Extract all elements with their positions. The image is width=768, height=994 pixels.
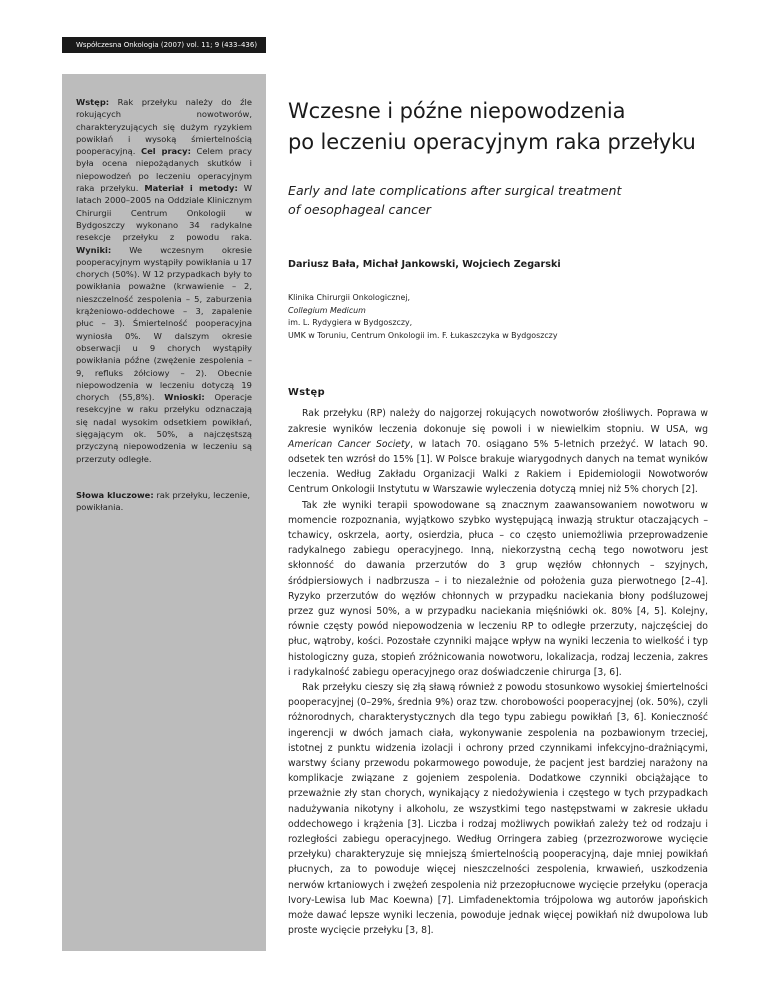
affiliation (288, 292, 708, 342)
affiliation-line-2: UMK w Toruniu, Centrum Onkologii im. F. Łukaszczyka w Bydgoszczy (288, 330, 558, 340)
english-subtitle (288, 182, 708, 219)
abstract-aim-text: Celem pracy była ocena niepożądanych skutków i niepowodzeń po leczeniu operacyjnym raka przełyku. (76, 146, 252, 194)
abstract-intro-label: Wstęp: (76, 97, 110, 107)
paragraph-2: Tak złe wyniki terapii spowodowane są znacznym zaawansowaniem nowotworu w momencie rozpoznania, wyjątkowo szybko występującą inwazją struktur otaczających – tchawicy, oskrzela, aorty, osierdzia, płuca – co często uniemożliwia przeprowadzenie radykalnego zabiegu operacyjnego. Inną, niekorzystną cechą tego nowotworu jest skłonność do dawania przerzutów do 3 grup węzłów chłonnych – szyjnych, śródpiersiowych i nadbrzusza – i to niezależnie od położenia guza pierwotnego [2–4]. Ryzyko przerzutów do węzłów chłonnych w przypadku naciekania błony podśluzowej przez guz wynosi 50%, a w przypadku naciekania mięśniówki ok. 80% [4, 5]. Kolejny, równie częsty powód niepowodzenia w leczeniu RP to odległe przerzuty, najczęściej do płuc, wątroby, kości. Pozostałe czynniki mające wpływ na wyniki leczenia to wielkość i typ histologiczny guza, stopień zróżnicowania nowotworu, lokalizacja, rodzaj leczenia, zakres i radykalność zabiegu operacyjnego oraz doświadczenie chirurga [3, 6]. (288, 499, 708, 678)
affiliation-line-1 (288, 292, 708, 330)
body-text (288, 406, 708, 938)
paragraph-1 (288, 406, 708, 497)
affiliation-italic: Collegium Medicum (288, 305, 366, 315)
paragraph-3: Rak przełyku cieszy się złą sławą również z powodu stosunkowo wysokiej śmiertelności pooperacyjnej (0–29%, średnia 9%) oraz tzw. chorobowości pooperacyjnej (ok. 50%), czyli różnorodnych, charakterystycznych dla tego typu zabiegu powikłań [3, 6]. Konieczność ingerencji w dwóch jamach ciała, wykonywanie zespolenia na pozbawionym trzeciej, istotnej z punktu widzenia izolacji i ochrony przed czynnikami infekcyjno-drażniącymi, warstwy ściany przewodu pokarmowego powoduje, że pacjent jest bardziej narażony na komplikacje związane z gojeniem zespolenia. Dodatkowe czynniki obciążające to przeważnie zły stan chorych, wynikający z niedożywienia i częstego w tych przypadkach nadużywania nikotyny i alkoholu, ze wszystkimi tego następstwami w zakresie układu oddechowego i krążenia [3]. Liczba i rodzaj możliwych powikłań zależy też od rodzaju i rozległości zabiegu operacyjnego. Według Orringera zabieg (przezrozworowe wycięcie przełyku) charakteryzuje się mniejszą śmiertelnością pooperacyjną, daje mniej powikłań płucnych, za to powoduje więcej nieszczelności zespolenia, krwawień, uszkodzenia nerwów krtaniowych i zwężeń zespolenia niż przezopłucnowe wycięcie przełyku (operacja Ivory-Lewisa lub Mac Koewna) [7]. Limfadenektomia trójpolowa wg autorów japońskich może dawać lepsze wyniki leczenia, powoduje jednak więcej powikłań niż dwupolowa lub proste wycięcie przełyku [3, 8]. (288, 682, 708, 937)
abstract-aim-label: Cel pracy: (140, 146, 191, 157)
abstract-methods-label: Materiał i metody: (144, 183, 238, 194)
section-heading: Wstęp (288, 387, 325, 399)
keywords (76, 489, 252, 514)
abstract-methods-text: W latach 2000–2005 na Oddziale Klinicznym Chirurgii Centrum Onkologii w Bydgoszczy wykonano 34 radykalne resekcje przełyku z powodu raka. (76, 183, 253, 243)
subtitle-line-1: Early and late complications after surgical treatment (288, 183, 622, 198)
title-line-2: po leczeniu operacyjnym raka przełyku (288, 130, 696, 154)
abstract-conclusions-text: Operacje resekcyjne w raku przełyku odznaczają się nadal wysokim odsetkiem powikłań, sięgającym ok. 50%, a najczęstszą przyczyną niepowodzenia w leczeniu są przerzuty odległe. (76, 392, 253, 464)
abstract-results-label: Wyniki: (76, 244, 112, 255)
abstract-sidebar (62, 74, 266, 951)
abstract-intro-text: Rak przełyku należy do źle rokujących nowotworów, charakteryzujących się dużym ryzykiem powikłań i wysoką śmiertelnością pooperacyjną. (76, 97, 252, 157)
article-title (288, 96, 708, 158)
subtitle-line-2: of oesophageal cancer (288, 201, 431, 217)
abstract-conclusions-label: Wnioski: (164, 392, 205, 403)
abstract-results-text: We wczesnym okresie pooperacyjnym wystąpiły powikłania u 17 chorych (50%). W 12 przypadkach były to powikłania poważne (krwawienie – 2, nieszczelność zespolenia – 5, zaburzenia krążeniowo-oddechowe – 3, zapalenie płuc – 3). Śmiertelność pooperacyjna wyniosła 0%. W dalszym okresie obserwacji u 9 chorych wystąpiły powikłania późne (zwężenie zespolenia – 9, refluks żółciowy – 2). Obecnie niepowodzenia w leczeniu dotyczą 19 chorych (55,8%). (76, 244, 252, 403)
authors: Dariusz Bała, Michał Jankowski, Wojciech Zegarski (288, 259, 561, 270)
title-line-1: Wczesne i późne niepowodzenia (288, 99, 626, 123)
abstract-text (76, 96, 252, 465)
paragraph-1-b: , w latach 70. osiągano 5% 5-letnich przeżyć. W latach 90. odsetek ten wzrósł do 15% [1]. W Polsce brakuje wiarygodnych danych na temat wyników leczenia. Według Zakładu Organizacji Walki z Rakiem i Epidemiologii Nowotworów Centrum Onkologii Instytutu w Warszawie wyleczenia dotyczą mniej niż 5% chorych [2]. (288, 438, 708, 496)
article-main (288, 74, 708, 938)
keywords-label: Słowa kluczowe: (76, 489, 154, 500)
paragraph-1-italic: American Cancer Society (288, 438, 411, 450)
keywords-text: rak przełyku, leczenie, powikłania. (76, 489, 251, 513)
paragraph-1-a: Rak przełyku (RP) należy do najgorzej rokujących nowotworów złośliwych. Poprawa w zakresie wyników leczenia dokonuje się powoli i w niewielkim stopniu. W USA, wg (288, 408, 708, 435)
affiliation-part-1: Klinika Chirurgii Onkologicznej, (288, 293, 411, 302)
journal-header: Współczesna Onkologia (2007) vol. 11; 9 (433–436) (62, 37, 266, 53)
affiliation-part-2: im. L. Rydygiera w Bydgoszczy, (288, 318, 413, 328)
